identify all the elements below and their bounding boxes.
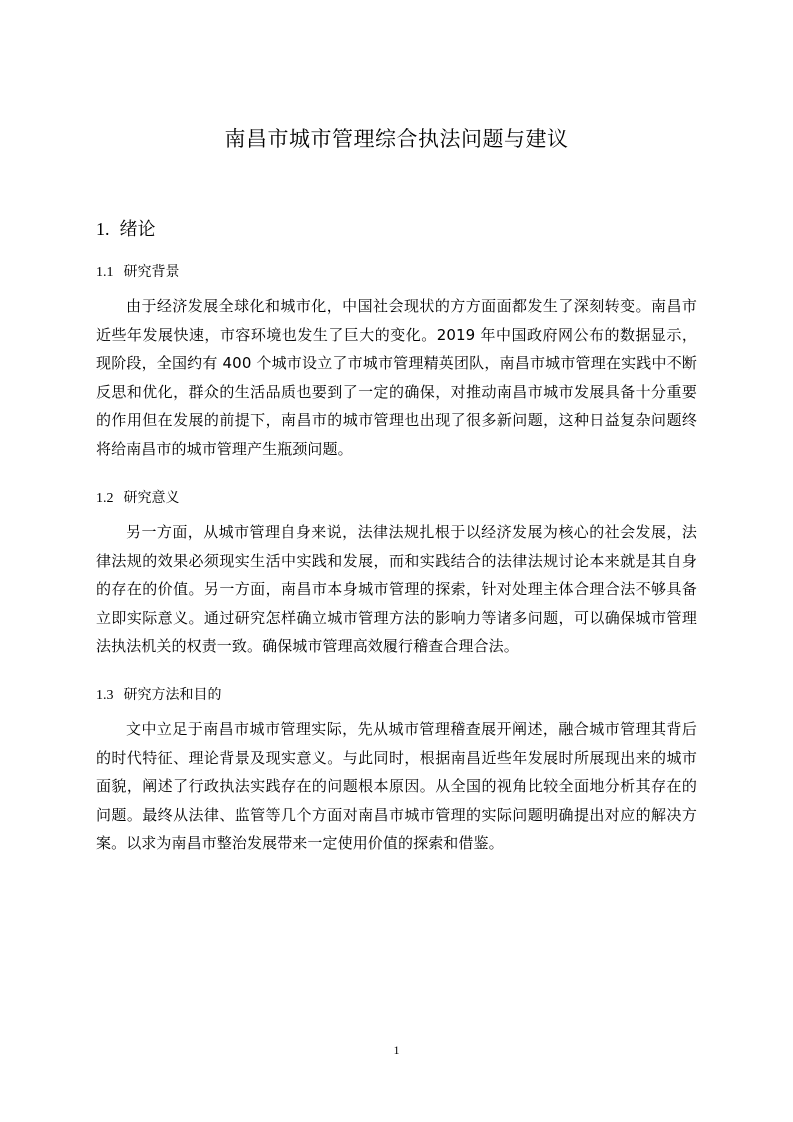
subsection-heading-1-1 (96, 261, 180, 284)
section-number: 1. (96, 219, 110, 239)
paragraph-research-significance: 另一方面，从城市管理自身来说，法律法规扎根于以经济发展为核心的社会发展，法律法规的效果必须现实生活中实践和发展，而和实践结合的法律法规讨论本来就是其自身的存在的价值。另一方面，南昌市本身城市管理的探索，针对处理主体合理合法不够具备立即实际意义。通过研究怎样确立城市管理方法的影响力等诸多问题，可以确保城市管理法执法机关的权责一致。确保城市管理高效履行稽查合理合法。 (96, 523, 697, 656)
section-heading-1 (96, 216, 156, 243)
document-title: 南昌市城市管理综合执法问题与建议 (224, 127, 569, 151)
subsection-heading-1-2 (96, 487, 180, 510)
subsection-title: 研究方法和目的 (123, 687, 222, 703)
subsection-number: 1.3 (96, 688, 114, 703)
section-title: 绪论 (119, 219, 156, 240)
subsection-title: 研究背景 (123, 264, 180, 280)
subsection-number: 1.2 (96, 491, 114, 506)
paragraph-research-background: 由于经济发展全球化和城市化，中国社会现状的方方面面都发生了深刻转变。南昌市近些年发展快速，市容环境也发生了巨大的变化。2019 年中国政府网公布的数据显示，现阶段，全国约有 400 个城市设立了市城市管理精英团队，南昌市城市管理在实践中不断反思和优化，群众的生活品质也要到了一定的确保，对推动南昌市城市发展具备十分重要的作用但在发展的前提下，南昌市的城市管理也出现了很多新问题，这种日益复杂问题终将给南昌市的城市管理产生瓶颈问题。 (96, 297, 697, 458)
subsection-number: 1.1 (96, 265, 114, 280)
page-number: 1 (393, 1043, 400, 1057)
subsection-title: 研究意义 (123, 490, 180, 506)
paragraph-research-method: 文中立足于南昌市城市管理实际，先从城市管理稽查展开阐述，融合城市管理其背后的时代特征、理论背景及现实意义。与此同时，根据南昌近些年发展时所展现出来的城市面貌，阐述了行政执法实践存在的问题根本原因。从全国的视角比较全面地分析其存在的问题。最终从法律、监管等几个方面对南昌市城市管理的实际问题明确提出对应的解决方案。以求为南昌市整治发展带来一定使用价值的探索和借鉴。 (96, 720, 697, 853)
subsection-heading-1-3 (96, 684, 222, 707)
